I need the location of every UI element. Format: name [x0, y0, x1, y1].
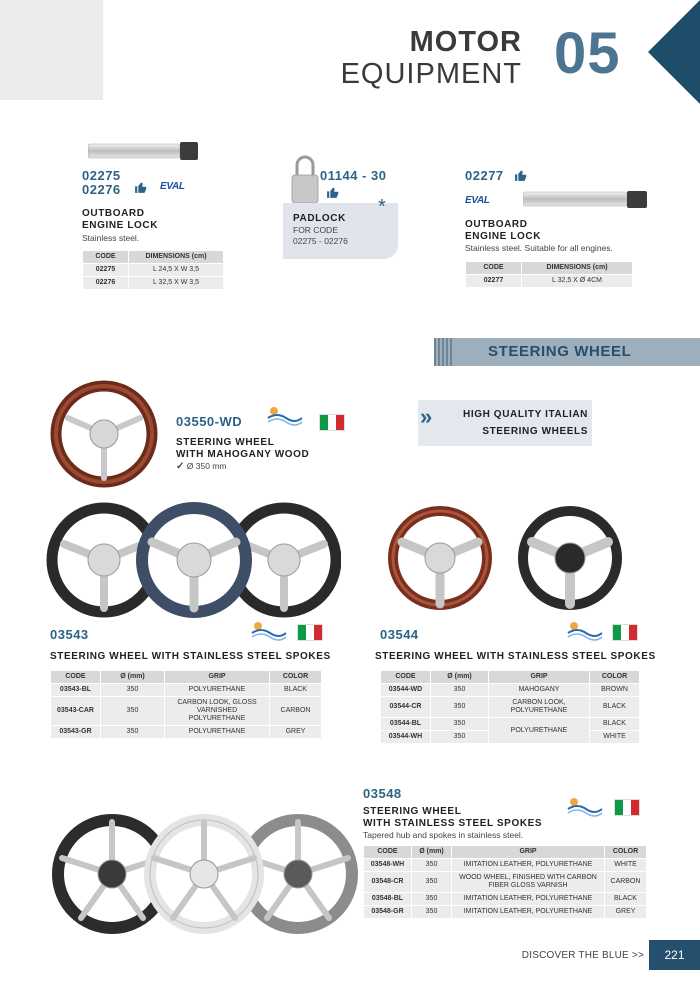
wheels-03548-image [50, 812, 358, 936]
eval-brand-logo: EVAL [465, 195, 490, 206]
italian-made-logo [250, 620, 288, 642]
product-title: STEERING WHEEL WITH STAINLESS STEEL SPOKES [363, 806, 543, 829]
italy-flag [612, 624, 638, 641]
hq-line2: STEERING WHEELS [482, 426, 588, 437]
italian-made-logo [566, 796, 604, 818]
product-code: 02275 [82, 168, 121, 183]
section-tab-triangle [648, 0, 700, 104]
product-description: Stainless steel. Suitable for all engines. [465, 243, 613, 253]
mahogany-wheel-image [48, 378, 160, 490]
spec-table-03543: CODE Ø (mm) GRIP COLOR 03543-BL 350 POLYURETHANE BLACK 03543-CAR 350 CARBON LOOK, GLOSS VARNISHED POLYURETHANE CARBON 03543-GR 350 POLYURETHANE GREY [50, 670, 322, 739]
header-title-equipment: EQUIPMENT [340, 58, 522, 90]
product-title: STEERING WHEEL WITH STAINLESS STEEL SPOKES [50, 651, 331, 662]
product-description: Tapered hub and spokes in stainless steel. [363, 830, 524, 840]
product-code: 02276 [82, 182, 121, 197]
product-code: 01144 - 30 [320, 168, 387, 183]
thumbs-up-icon [326, 186, 339, 199]
thumbs-up-icon [134, 181, 147, 194]
thumbs-up-icon [514, 169, 527, 182]
padlock-for-codes: 02275 - 02276 [293, 236, 348, 246]
product-title: OUTBOARD ENGINE LOCK [465, 219, 542, 242]
footer-tagline: DISCOVER THE BLUE >> [521, 950, 644, 961]
corner-block [0, 0, 103, 100]
eval-brand-logo: EVAL [160, 181, 185, 192]
wheels-03544-image [384, 506, 640, 610]
hq-italian-box [418, 400, 592, 446]
asterisk-mark: * [378, 196, 386, 218]
product-code: 03548 [363, 786, 402, 801]
product-code: 03550-WD [176, 414, 243, 429]
section-number: 05 [554, 21, 621, 86]
spec-table: CODE DIMENSIONS (cm) 02277 L 32,5 X Ø 4CM [465, 261, 633, 288]
engine-lock-image [88, 140, 200, 164]
product-title: OUTBOARD ENGINE LOCK [82, 208, 159, 231]
italian-made-logo [566, 620, 604, 642]
italy-flag [614, 799, 640, 816]
spec-table-03548: CODE Ø (mm) GRIP COLOR 03548-WH 350 IMITATION LEATHER, POLYURETHANE WHITE 03548-CR 350 WOOD WHEEL, FINISHED WITH CARBON FIBER GLOSS VARNISH CARBON 03548-BL 350 IMITATION LEATHER, POLYURETHANE BLACK 03548-GR 350 IMITATION LEATHER, POLYURETHANE GREY [363, 845, 647, 919]
section-band-label: STEERING WHEEL [488, 343, 632, 360]
spec-table-03544: CODE Ø (mm) GRIP COLOR 03544-WD 350 MAHOGANY BROWN 03544-CR 350 CARBON LOOK, POLYURETHANE BLACK 03544-BL 350 POLYURETHANE BLACK 03544-WH 350 WHITE [380, 670, 640, 744]
product-code: 03544 [380, 627, 419, 642]
product-code: 02277 [465, 168, 504, 183]
product-title: STEERING WHEEL WITH MAHOGANY WOOD [176, 437, 310, 460]
product-spec: ✓ Ø 350 mm [176, 461, 227, 472]
product-code: 03543 [50, 627, 89, 642]
padlock-title: PADLOCK [293, 213, 346, 224]
italian-made-logo [266, 405, 304, 427]
header-title-motor: MOTOR [409, 26, 522, 58]
product-title: STEERING WHEEL WITH STAINLESS STEEL SPOKES [375, 651, 656, 662]
wheels-03543-image [46, 502, 341, 620]
padlock-for-label: FOR CODE [293, 225, 338, 235]
double-chevron-icon: » [420, 404, 433, 429]
spec-table: CODE DIMENSIONS (cm) 02275 L 24,5 X W 3,5 02276 L 32,5 X W 3,5 [82, 250, 224, 290]
padlock-image [290, 155, 320, 205]
page-number: 221 [649, 940, 700, 970]
engine-lock-image [523, 189, 653, 211]
italy-flag [297, 624, 323, 641]
band-stripes [434, 338, 454, 366]
hq-line1: HIGH QUALITY ITALIAN [463, 409, 588, 420]
product-description: Stainless steel. [82, 233, 140, 243]
italy-flag [319, 414, 345, 431]
